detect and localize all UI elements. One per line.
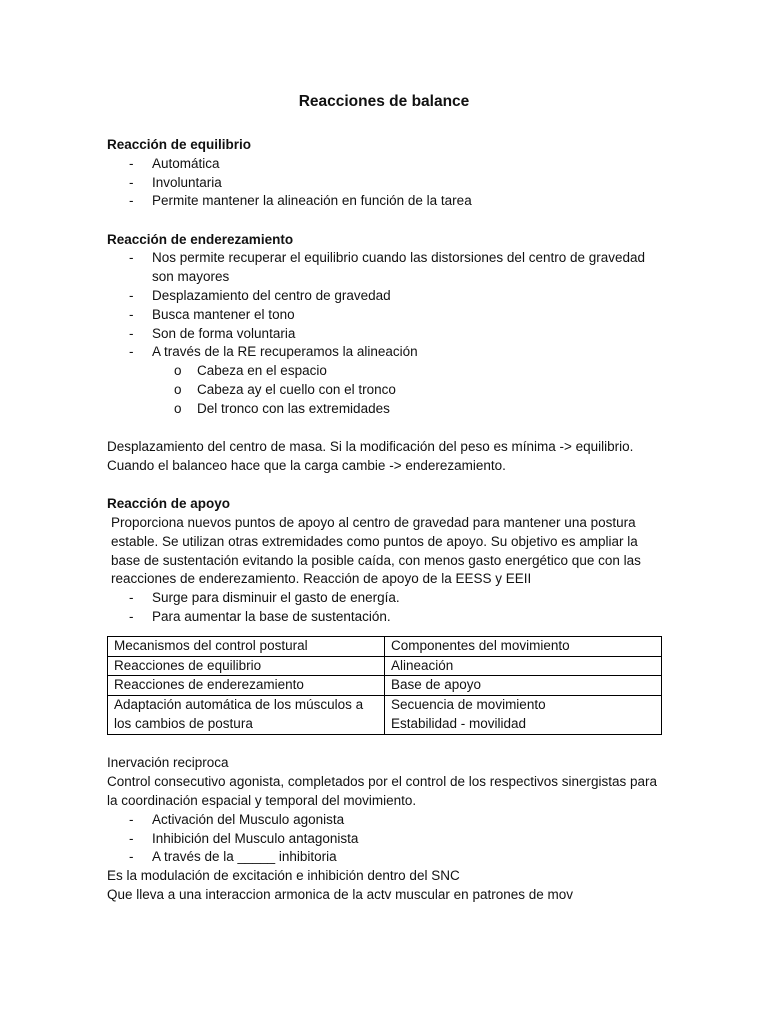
table-cell: [385, 696, 662, 735]
desplazamiento-line-2: Cuando el balanceo hace que la carga cambie -> enderezamiento.: [107, 457, 506, 473]
list-item: - Para aumentar la base de sustentación.: [107, 608, 667, 627]
list-item: - Activación del Musculo agonista: [107, 811, 667, 830]
section-heading-equilibrio: Reacción de equilibrio: [107, 137, 252, 152]
list-item: - Automática: [107, 155, 667, 174]
table-row: [108, 696, 662, 735]
list-item: - A través de la _____ inhibitoria: [107, 848, 667, 867]
list-item: - Inhibición del Musculo antagonista: [107, 830, 667, 849]
sublist-alineacion: [107, 362, 667, 418]
list-inervacion: [107, 811, 667, 867]
document-title: Reacciones de balance: [298, 93, 470, 110]
list-enderezamiento: [107, 249, 667, 362]
list-equilibrio: [107, 155, 667, 211]
section-heading-inervacion: Inervación reciproca: [107, 755, 229, 771]
desplazamiento-line-1: Desplazamiento del centro de masa. Si la modificación del peso es mínima -> equilibrio.: [107, 439, 634, 455]
list-item: - Busca mantener el tono: [107, 306, 667, 325]
list-item: - Desplazamiento del centro de gravedad: [107, 287, 667, 306]
list-item: - Son de forma voluntaria: [107, 325, 667, 344]
list-item: - Permite mantener la alineación en función de la tarea: [107, 192, 667, 211]
table-row: [108, 636, 662, 656]
table-row: [108, 656, 662, 676]
table-cell: Componentes del movimiento: [385, 636, 662, 656]
list-item: - Nos permite recuperar el equilibrio cuando las distorsiones del centro de gravedad son mayores: [107, 249, 667, 287]
sublist-item: o Del tronco con las extremidades: [107, 400, 667, 419]
table-row: [108, 676, 662, 696]
section-heading-enderezamiento: Reacción de enderezamiento: [107, 231, 294, 247]
sublist-item: o Cabeza ay el cuello con el tronco: [107, 381, 667, 400]
table-cell: Adaptación automática de los músculos a los cambios de postura: [108, 696, 385, 735]
apoyo-paragraph: Proporciona nuevos puntos de apoyo al centro de gravedad para mantener una postura estable. Se utilizan otras extremidades como puntos de apoyo. Su objetivo es ampliar la base de sustentación evitando la posible caída, con menos gasto energético que con las reacciones de enderezamiento. Reacción de apoyo de la EESS y EEII: [111, 515, 641, 587]
list-item: - A través de la RE recuperamos la alineación: [107, 343, 667, 362]
sublist-item: o Cabeza en el espacio: [107, 362, 667, 381]
inervacion-line-1: Es la modulación de excitación e inhibición dentro del SNC: [107, 868, 460, 884]
inervacion-paragraph: Control consecutivo agonista, completados por el control de los respectivos sinergistas para la coordinación espacial y temporal del movimiento.: [107, 774, 658, 808]
table-cell-line: Secuencia de movimiento: [391, 697, 546, 713]
section-heading-apoyo: Reacción de apoyo: [107, 496, 231, 512]
table-cell: Base de apoyo: [385, 676, 662, 696]
control-postural-table: [107, 636, 662, 735]
list-item: - Involuntaria: [107, 174, 667, 193]
document-body: [107, 136, 667, 905]
table-cell: Mecanismos del control postural: [108, 636, 385, 656]
list-item: - Surge para disminuir el gasto de energía.: [107, 589, 667, 608]
table-cell-line: Estabilidad - movilidad: [391, 716, 527, 732]
table-cell: Reacciones de equilibrio: [108, 656, 385, 676]
table-cell: Reacciones de enderezamiento: [108, 676, 385, 696]
table-cell: Alineación: [385, 656, 662, 676]
list-apoyo: [107, 589, 667, 627]
inervacion-line-2: Que lleva a una interaccion armonica de la actv muscular en patrones de mov: [107, 886, 574, 902]
